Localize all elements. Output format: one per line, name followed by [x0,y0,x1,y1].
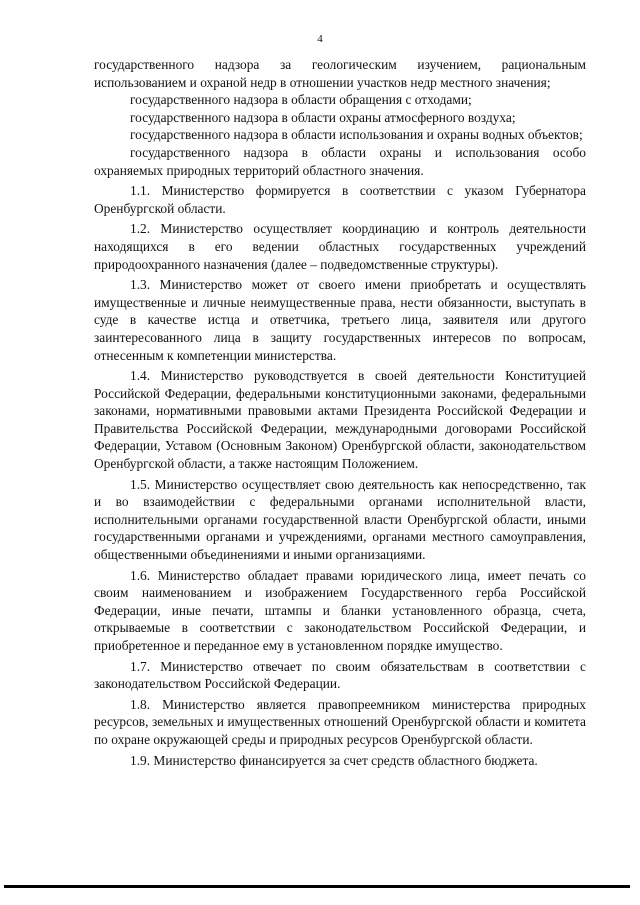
paragraph-subsoil-supervision: государственного надзора за геологическим изучением, рациональным использованием и охраной недр в отношении участков недр местного значения; [94,57,586,90]
paragraph-1-1: 1.1. Министерство формируется в соответствии с указом Губернатора Оренбургской области. [94,183,586,216]
paragraph-1-3: 1.3. Министерство может от своего имени приобретать и осуществлять имущественные и личные неимущественные права, нести обязанности, выступать в суде в качестве истца и ответчика, третьего лица, заявителя или другого заинтересованного лица в защиту государственных интересов по вопросам, отнесенным к компетенции министерства. [94,277,586,363]
paragraph-protected-areas-supervision: государственного надзора в области охраны и использования особо охраняемых природных территорий областного значения. [94,144,586,178]
paragraph-water-supervision: государственного надзора в области использования и охраны водных объектов; [130,127,583,143]
paragraph-1-9: 1.9. Министерство финансируется за счет средств областного бюджета. [130,752,538,768]
paragraph-1-2: 1.2. Министерство осуществляет координацию и контроль деятельности находящихся в его ведении областных государственных учреждений природоохранного назначения (далее – подведомственные структуры). [94,221,586,272]
paragraph-1-8: 1.8. Министерство является правопреемником министерства природных ресурсов, земельных и имущественных отношений Оренбургской области и комитета по охране окружающей среды и природных ресурсов Оренбургской области. [94,696,586,747]
page-number: 4 [317,33,323,45]
paragraph-1-6: 1.6. Министерство обладает правами юридического лица, имеет печать со своим наименованием и изображением Государственного герба Российской Федерации, иные печати, штампы и бланки установленного образца, счета, открываемые в соответствии с законодательством Российской Федерации, и приобретенное и переданное ему в установленном порядке имущество. [94,567,586,653]
document-body [94,56,586,769]
paragraph-air-supervision: государственного надзора в области охраны атмосферного воздуха; [130,109,516,125]
paragraph-1-5: 1.5. Министерство осуществляет свою деятельность как непосредственно, так и во взаимодействии с федеральными органами исполнительной власти, исполнительными органами государственной власти Оренбургской области, иными государственными органами и учреждениями, органами местного самоуправления, общественными объединениями и иными организациями. [94,476,586,563]
paragraph-waste-supervision: государственного надзора в области обращения с отходами; [130,92,472,108]
paragraph-1-7: 1.7. Министерство отвечает по своим обязательствам в соответствии с законодательством Российской Федерации. [94,658,586,692]
paragraph-1-4: 1.4. Министерство руководствуется в своей деятельности Конституцией Российской Федерации, федеральными конституционными законами, федеральными законами, нормативными правовыми актами Президента Российской Федерации и Правительства Российской Федерации, международными договорами Российской Федерации, Уставом (Основным Законом) Оренбургской области, законодательством Оренбургской области, а также настоящим Положением. [94,368,586,472]
bottom-rule [4,885,630,888]
